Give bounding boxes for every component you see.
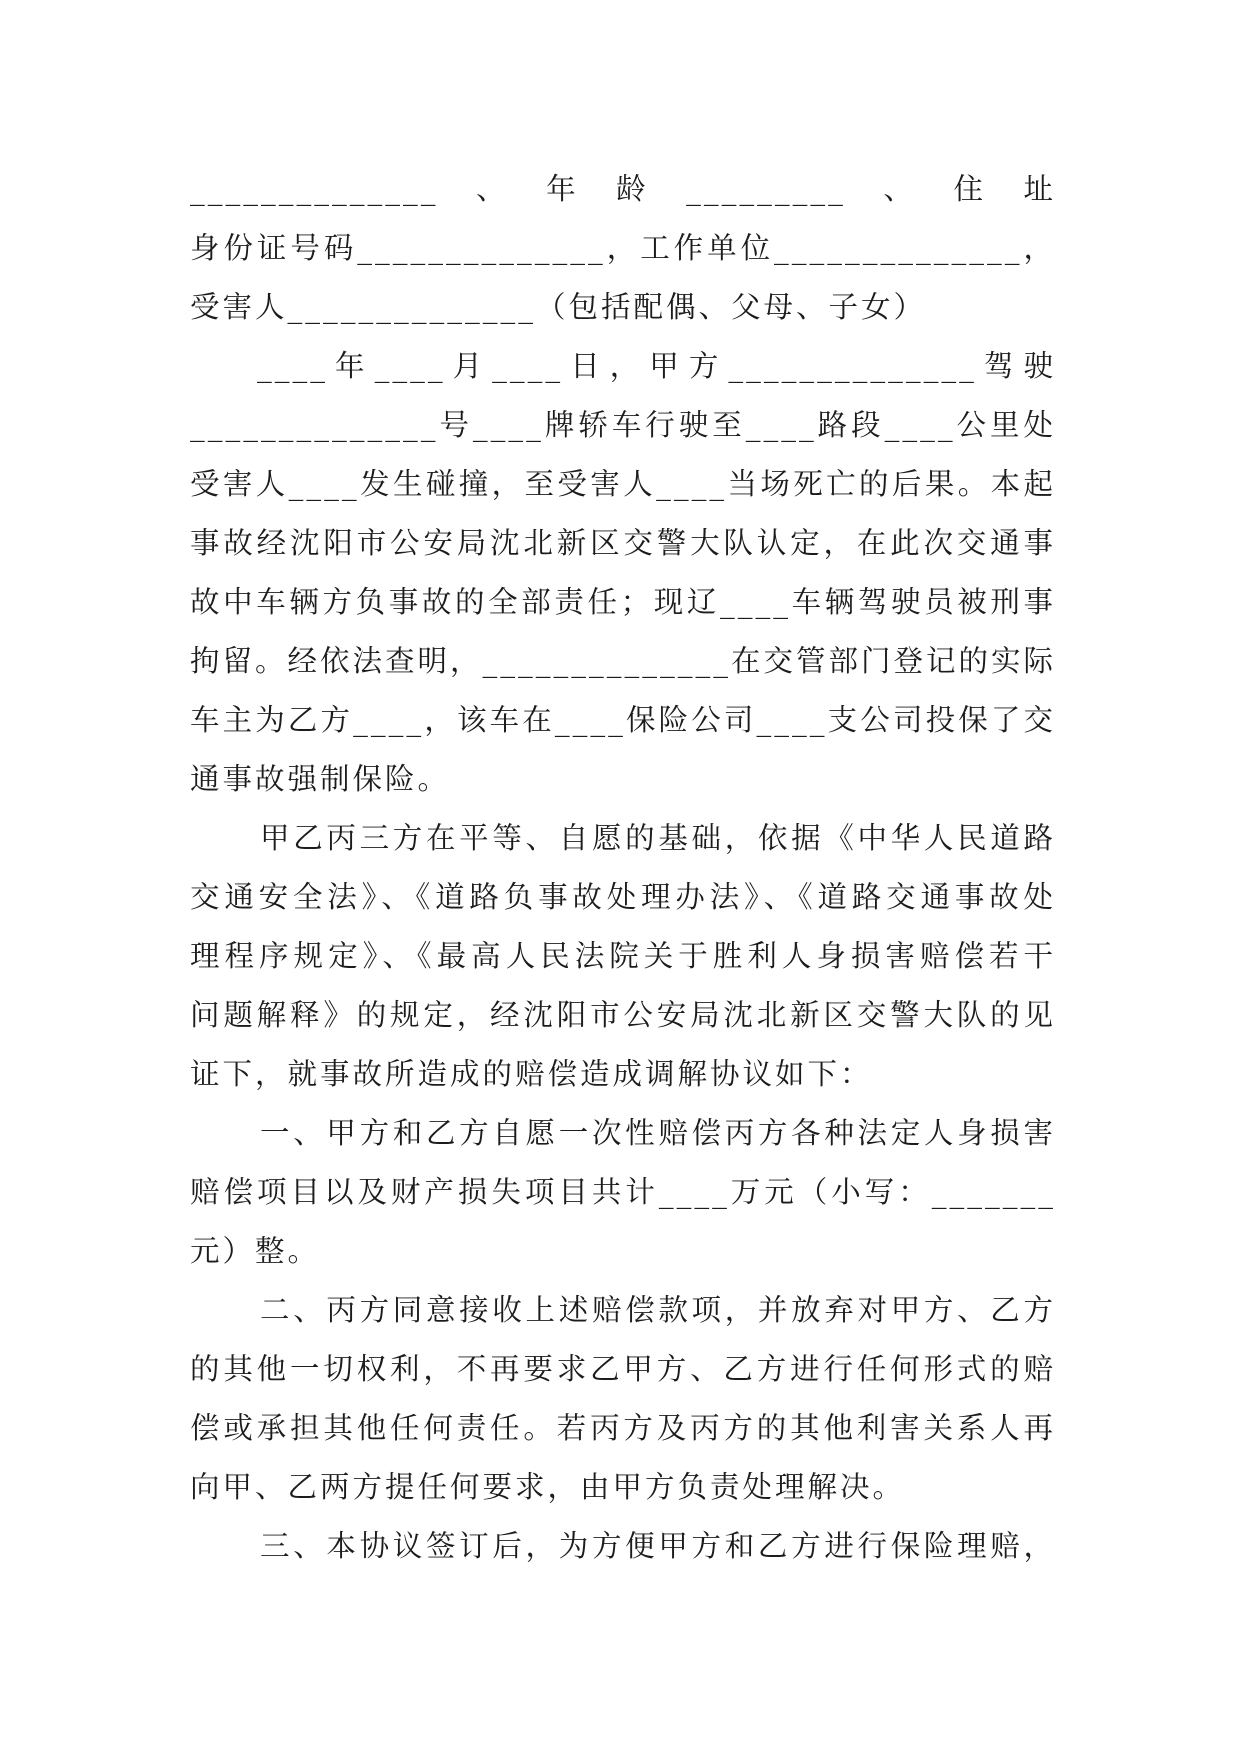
text-line: ____年____月____日，甲方______________驾驶 xyxy=(257,349,1056,383)
text-line: ______________号____牌轿车行驶至____路段____公里处 xyxy=(190,408,1056,442)
text-line: 通事故强制保险。 xyxy=(190,762,451,796)
text-line: 受害人____发生碰撞，至受害人____当场死亡的后果。本起 xyxy=(190,467,1056,501)
text-line: 向甲、乙两方提任何要求，由甲方负责处理解决。 xyxy=(190,1470,906,1504)
text-line: 甲乙丙三方在平等、自愿的基础，依据《中华人民道路 xyxy=(260,821,1056,855)
text-line: 的其他一切权利，不再要求乙甲方、乙方进行任何形式的赔 xyxy=(190,1352,1056,1386)
text-line: 拘留。经依法查明，______________在交管部门登记的实际 xyxy=(190,644,1056,678)
text-line: 事故经沈阳市公安局沈北新区交警大队认定，在此次交通事 xyxy=(190,526,1056,560)
text-line: 受害人______________（包括配偶、父母、子女） xyxy=(190,290,927,324)
text-line: 一、甲方和乙方自愿一次性赔偿丙方各种法定人身损害 xyxy=(260,1116,1056,1150)
agreement-document xyxy=(190,160,1056,1576)
text-line: ______________、年龄_________、住址 xyxy=(190,172,1056,206)
text-line: 赔偿项目以及财产损失项目共计____万元（小写：_______ xyxy=(190,1175,1056,1209)
text-line: 二、丙方同意接收上述赔偿款项，并放弃对甲方、乙方 xyxy=(260,1293,1056,1327)
text-line: 交通安全法》、《道路负事故处理办法》、《道路交通事故处 xyxy=(190,880,1056,914)
text-line: 问题解释》的规定，经沈阳市公安局沈北新区交警大队的见 xyxy=(190,998,1056,1032)
text-line: 证下，就事故所造成的赔偿造成调解协议如下： xyxy=(190,1057,873,1091)
text-line: 理程序规定》、《最高人民法院关于胜利人身损害赔偿若干 xyxy=(190,939,1056,973)
text-line: 偿或承担其他任何责任。若丙方及丙方的其他利害关系人再 xyxy=(190,1411,1056,1445)
text-line: 身份证号码______________，工作单位______________， xyxy=(190,231,1056,265)
text-line: 元）整。 xyxy=(190,1234,321,1268)
text-line: 车主为乙方____，该车在____保险公司____支公司投保了交 xyxy=(190,703,1056,737)
text-line: 三、本协议签订后，为方便甲方和乙方进行保险理赔， xyxy=(260,1529,1056,1563)
text-line: 故中车辆方负事故的全部责任；现辽____车辆驾驶员被刑事 xyxy=(190,585,1056,619)
